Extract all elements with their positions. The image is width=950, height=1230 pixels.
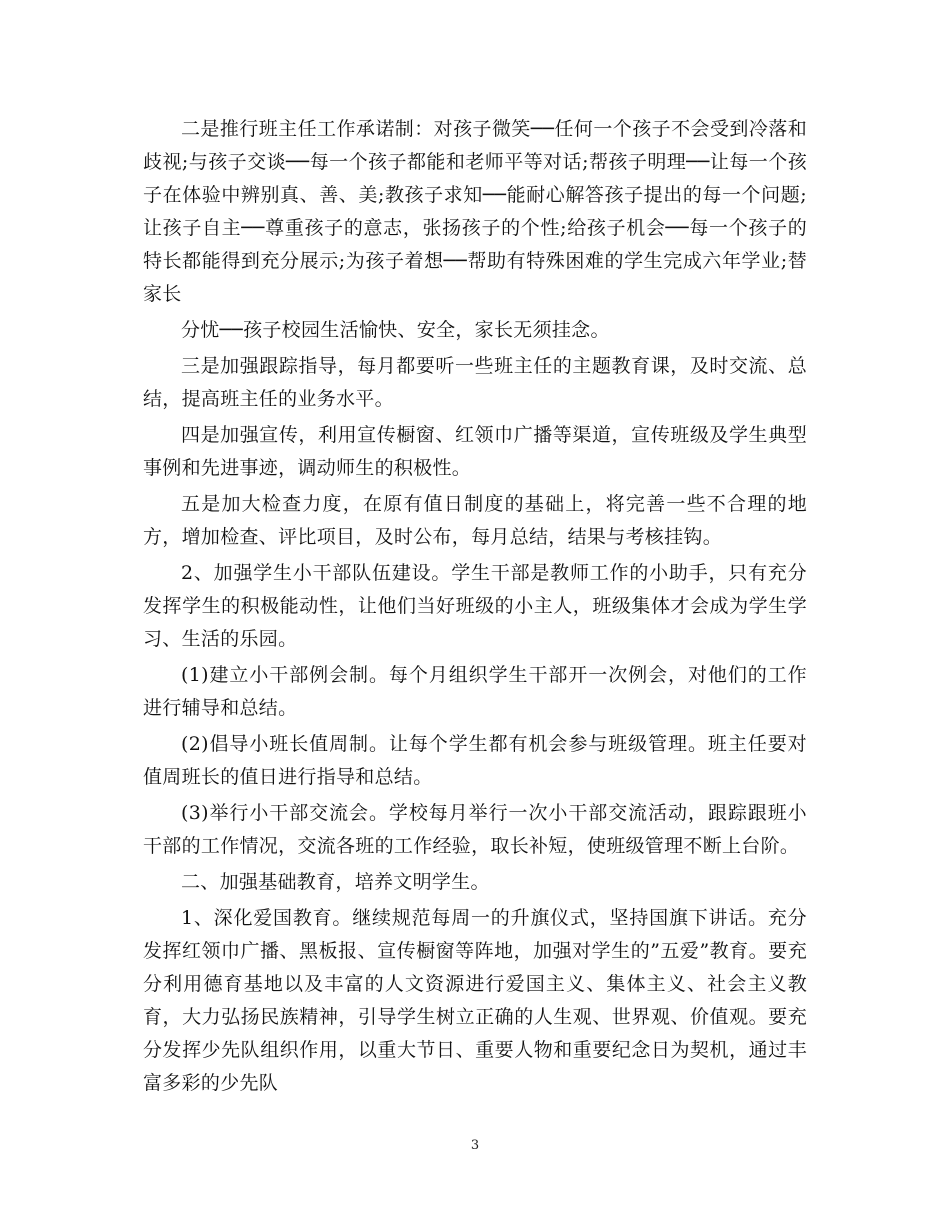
paragraph-teacher-commitment: 二是推行班主任工作承诺制：对孩子微笑──任何一个孩子不会受到冷落和歧视;与孩子交谈──每一个孩子都能和老师平等对话;帮孩子明理──让每一个孩子在体验中辨别真、善、美;教孩子求知──能耐心解答孩子提出的每一个问题;让孩子自主──尊重孩子的意志，张扬孩子的个性;给孩子机会──每一个孩子的特长都能得到充分展示;为孩子着想──帮助有特殊困难的学生完成六年学业;替家长 bbox=[143, 118, 807, 305]
paragraph-share-worries: 分忧──孩子校园生活愉快、安全，家长无须挂念。 bbox=[181, 319, 610, 341]
paragraph-tracking-guidance: 三是加强跟踪指导，每月都要听一些班主任的主题教育课，及时交流、总结，提高班主任的业务水平。 bbox=[143, 355, 807, 410]
paragraph-publicity: 四是加强宣传，利用宣传橱窗、红领巾广播等渠道，宣传班级及学生典型事例和先进事迹，调动师生的积极性。 bbox=[143, 424, 807, 479]
paragraph-student-cadres: 2、加强学生小干部队伍建设。学生干部是教师工作的小助手，只有充分发挥学生的积极能动性，让他们当好班级的小主人，班级集体才会成为学生学习、生活的乐园。 bbox=[143, 562, 807, 650]
section-heading-basic-education: 二、加强基础教育，培养文明学生。 bbox=[181, 871, 490, 893]
paragraph-patriotic-education: 1、深化爱国教育。继续规范每周一的升旗仪式，坚持国旗下讲话。充分发挥红领巾广播、黑板报、宣传橱窗等阵地，加强对学生的”五爱”教育。要充分利用德育基地以及丰富的人文资源进行爱国主义、集体主义、社会主义教育，大力弘扬民族精神，引导学生树立正确的人生观、世界观、价值观。要充分发挥少先队组织作用，以重大节日、重要人物和重要纪念日为契机，通过丰富多彩的少先队 bbox=[143, 907, 807, 1094]
paragraph-cadre-meeting: (1)建立小干部例会制。每个月组织学生干部开一次例会，对他们的工作进行辅导和总结。 bbox=[143, 664, 807, 719]
paragraph-weekly-monitor: (2)倡导小班长值周制。让每个学生都有机会参与班级管理。班主任要对值周班长的值日进行指导和总结。 bbox=[143, 733, 807, 788]
document-body bbox=[143, 113, 807, 1103]
paragraph-cadre-exchange: (3)举行小干部交流会。学校每月举行一次小干部交流活动，跟踪跟班小干部的工作情况，交流各班的工作经验，取长补短，使班级管理不断上台阶。 bbox=[143, 802, 807, 857]
page-number: 3 bbox=[470, 1138, 480, 1153]
paragraph-inspection: 五是加大检查力度，在原有值日制度的基础上，将完善一些不合理的地方，增加检查、评比项目，及时公布，每月总结，结果与考核挂钩。 bbox=[143, 493, 807, 548]
